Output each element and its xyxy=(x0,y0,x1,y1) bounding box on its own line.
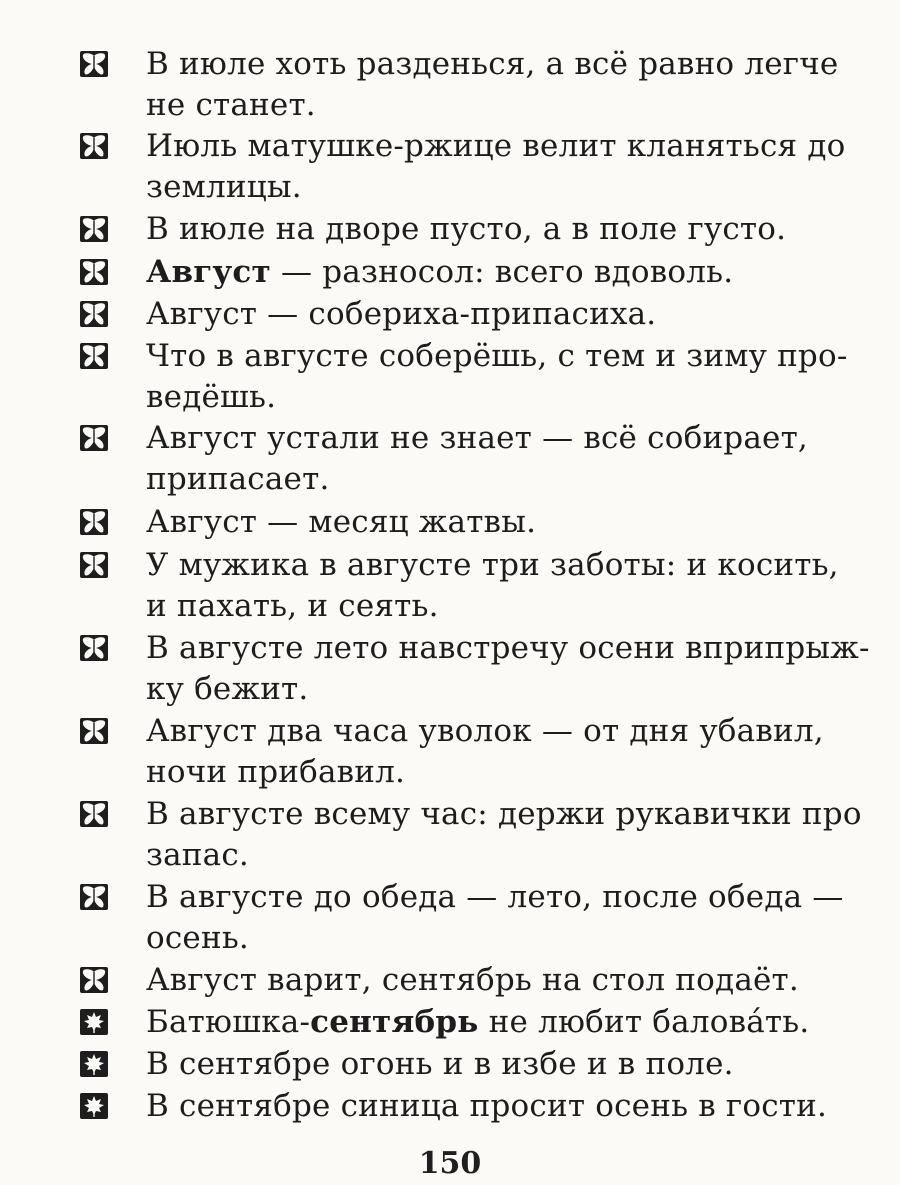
proverb-line xyxy=(146,1002,809,1042)
proverb-line: ночи прибавил. xyxy=(146,754,406,790)
keyword-bold: Август xyxy=(146,254,271,290)
leaf-icon xyxy=(80,1051,108,1077)
butterfly-icon xyxy=(80,635,108,661)
proverb-text: не любит баловáть. xyxy=(478,1004,810,1040)
proverb-line: Август два часа уволок — от дня убавил, xyxy=(146,713,824,749)
proverb-line: ку бежит. xyxy=(146,671,309,707)
proverb-line: В июле на дворе пусто, а в поле густо. xyxy=(146,211,787,247)
proverb-line: припасает. xyxy=(146,461,330,497)
butterfly-icon xyxy=(80,425,108,451)
proverb-line: У мужика в августе три заботы: и косить, xyxy=(146,547,839,583)
keyword-bold: сентябрь xyxy=(310,1004,479,1040)
butterfly-icon xyxy=(80,509,108,535)
proverb-line: и пахать, и сеять. xyxy=(146,588,439,624)
proverb-line: В августе до обеда — лето, после обеда — xyxy=(146,879,844,915)
proverb-line: Июль матушке-ржице велит кланяться до xyxy=(146,128,846,164)
leaf-icon xyxy=(80,1009,108,1035)
proverb-line: В августе всему час: держи рукавички про xyxy=(146,796,862,832)
page-number: 150 xyxy=(418,1146,482,1181)
butterfly-icon xyxy=(80,718,108,744)
proverb-line: не станет. xyxy=(146,87,316,123)
butterfly-icon xyxy=(80,343,108,369)
butterfly-icon xyxy=(80,884,108,910)
butterfly-icon xyxy=(80,51,108,77)
proverb-line: осень. xyxy=(146,920,249,956)
proverb-line: В сентябре синица просит осень в гости. xyxy=(146,1088,828,1124)
proverb-line: Август устали не знает — всё собирает, xyxy=(146,420,808,456)
proverb-line xyxy=(146,252,733,292)
proverb-text: — разносол: всего вдоволь. xyxy=(270,254,734,290)
proverb-line: землицы. xyxy=(146,169,302,205)
proverb-line: ведёшь. xyxy=(146,379,277,415)
proverb-line: В сентябре огонь и в избе и в поле. xyxy=(146,1046,734,1082)
butterfly-icon xyxy=(80,552,108,578)
butterfly-icon xyxy=(80,216,108,242)
butterfly-icon xyxy=(80,301,108,327)
proverb-line: Август — месяц жатвы. xyxy=(146,504,537,540)
proverb-line: Август варит, сентябрь на стол подаёт. xyxy=(146,962,799,998)
proverb-line: В июле хоть разденься, а всё равно легче xyxy=(146,46,839,82)
butterfly-icon xyxy=(80,259,108,285)
proverb-line: запас. xyxy=(146,837,249,873)
proverb-line: Август — собериха-припасиха. xyxy=(146,296,657,332)
leaf-icon xyxy=(80,1093,108,1119)
proverb-line: В августе лето навстречу осени вприпрыж- xyxy=(146,630,870,666)
proverb-text: Батюшка- xyxy=(146,1004,311,1040)
proverb-line: Что в августе соберёшь, с тем и зиму про- xyxy=(146,338,848,374)
butterfly-icon xyxy=(80,801,108,827)
butterfly-icon xyxy=(80,133,108,159)
butterfly-icon xyxy=(80,967,108,993)
